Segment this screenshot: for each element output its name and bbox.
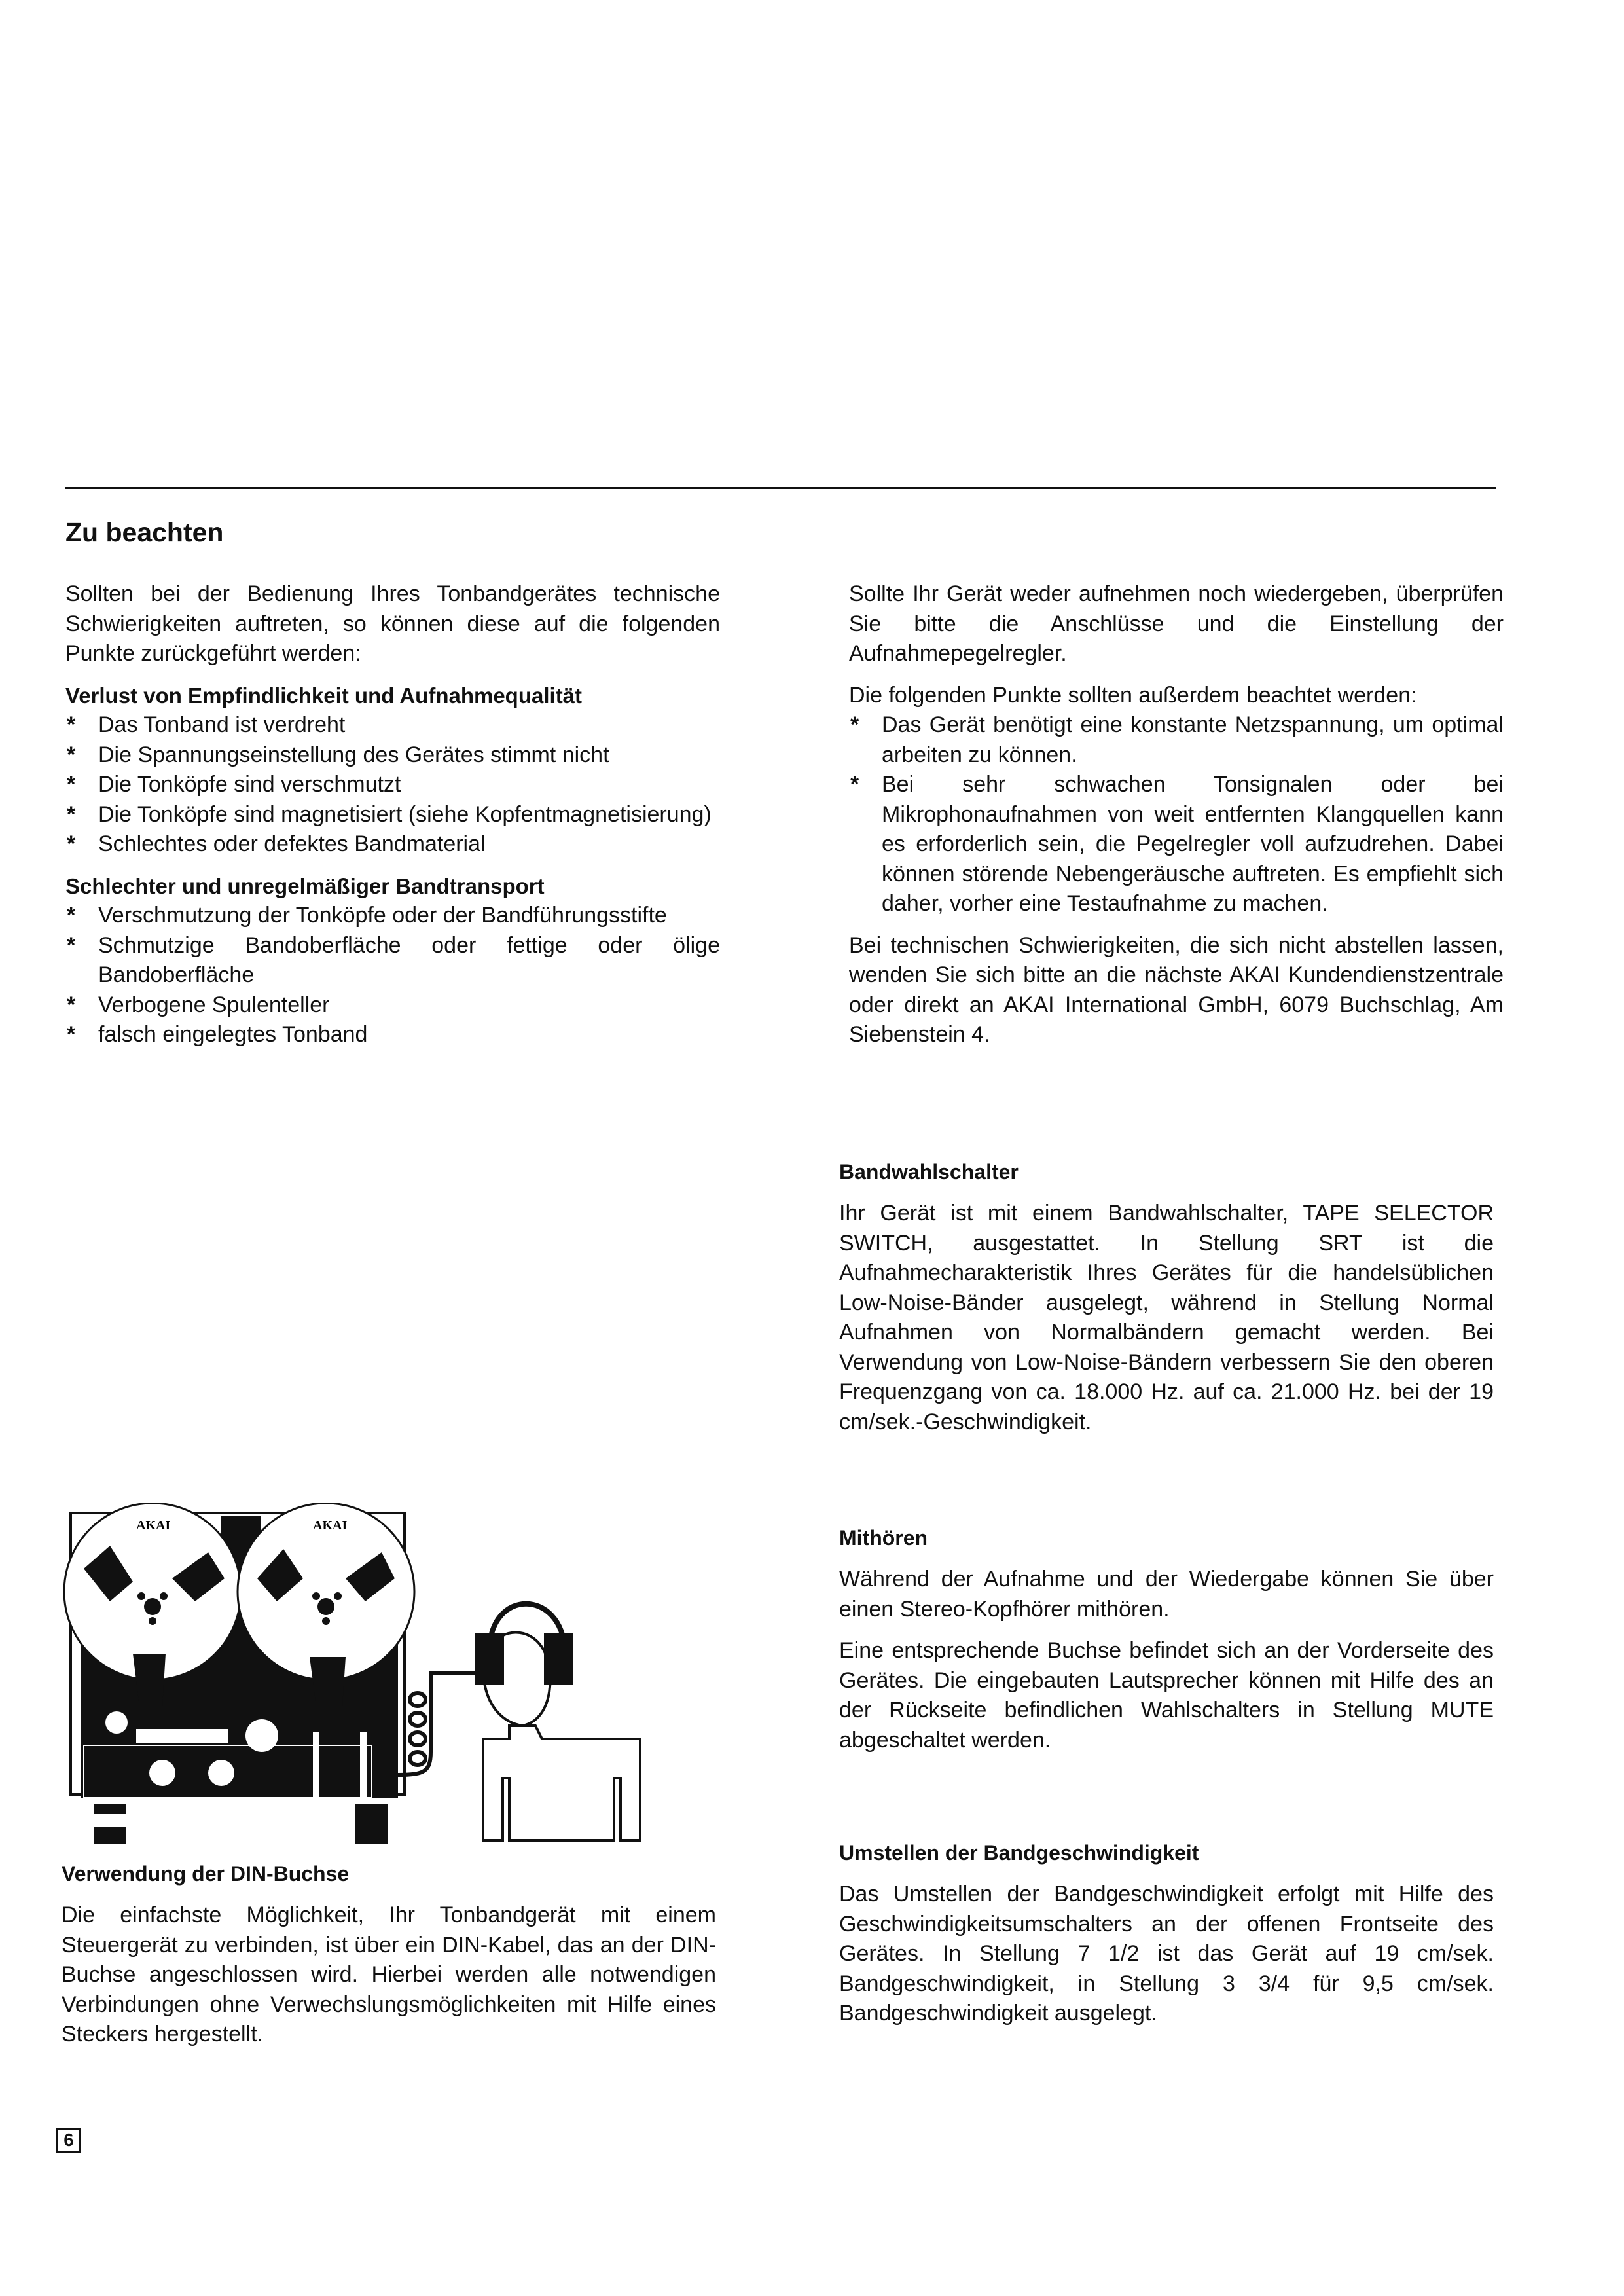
list-item: * Das Tonband ist verdreht — [65, 710, 720, 740]
reel-logo-right: AKAI — [313, 1518, 348, 1533]
list-item: * Die Tonköpfe sind magnetisiert (siehe Kopfentmagnetisierung) — [65, 800, 720, 830]
list-item: * falsch eingelegtes Tonband — [65, 1020, 720, 1050]
headphone-cable-icon — [398, 1673, 477, 1775]
horizontal-rule — [65, 487, 1496, 489]
paragraph: Die einfachste Möglichkeit, Ihr Tonbandgerät mit einem Steuergerät zu verbinden, ist über ein DIN-Kabel, das an der DIN-Buchse angeschlossen wird. Hierbei werden alle notwendigen Verbindungen ohne Verwechslungsmöglichkeiten mit Hilfe eines Steckers hergestellt. — [62, 1903, 716, 2047]
section-bandgeschwindigkeit — [839, 1838, 1494, 2041]
transport-list — [65, 901, 720, 1050]
section-heading-transport: Schlechter und unregelmäßiger Bandtransport — [65, 873, 545, 898]
paragraph: Die folgenden Punkte sollten außerdem beachtet werden: — [849, 682, 1417, 708]
paragraph: Während der Aufnahme und der Wiedergabe können Sie über einen Stereo-Kopfhörer mithören. — [839, 1567, 1494, 1622]
page-number: 6 — [56, 2128, 81, 2153]
section-heading: Bandwahlschalter — [839, 1160, 1019, 1184]
paragraph: Eine entsprechende Buchse befindet sich an der Vorderseite des Gerätes. Die eingebauten Lautsprecher können mit Hilfe des an der Rückseite befindlichen Wahlschalters in Stellung MUTE abgeschaltet werden. — [839, 1638, 1494, 1753]
section-heading: Verwendung der DIN-Buchse — [62, 1862, 350, 1886]
paragraph: Sollte Ihr Gerät weder aufnehmen noch wiedergeben, überprüfen Sie bitte die Anschlüsse und die Einstellung der Aufnahmepegelregler. — [849, 581, 1504, 666]
sensitivity-list — [65, 710, 720, 860]
tape-recorder-headphones-illustration — [58, 1503, 660, 1847]
section-mithoeren — [839, 1523, 1494, 1767]
section-heading: Umstellen der Bandgeschwindigkeit — [839, 1841, 1199, 1865]
intro-paragraph: Sollten bei der Bedienung Ihres Tonbandgerätes technische Schwierigkeiten auftreten, so können diese auf die folgenden Punkte zurückgeführt werden: — [65, 581, 720, 666]
list-item: * Schlechtes oder defektes Bandmaterial — [65, 829, 720, 860]
paragraph: Das Umstellen der Bandgeschwindigkeit erfolgt mit Hilfe des Geschwindigkeitsumschalters an der offenen Frontseite des Gerätes. In Stellung 7 1/2 ist das Gerät auf 19 cm/sek. Bandgeschwindigkeit, in Stellung 3 3/4 für 9,5 cm/sek. Bandgeschwindigkeit ausgelegt. — [839, 1882, 1494, 2026]
section-din-buchse — [62, 1859, 716, 2062]
list-item: * Die Spannungseinstellung des Gerätes stimmt nicht — [65, 740, 720, 771]
notes-list — [849, 710, 1504, 919]
service-paragraph: Bei technischen Schwierigkeiten, die sich nicht abstellen lassen, wenden Sie sich bitte an die nächste AKAI Kundendienstzentrale oder direkt an AKAI International GmbH, 6079 Buchschlag, Am Siebenstein 4. — [849, 932, 1504, 1047]
section-heading-sensitivity: Verlust von Empfindlichkeit und Aufnahmequalität — [65, 683, 583, 708]
list-item: * Bei sehr schwachen Tonsignalen oder bei Mikrophonaufnahmen von weit entfernten Klangquellen kann es erforderlich sein, die Pegelregler voll aufzudrehen. Dabei können störende Nebengeräusche auftreten. Es empfiehlt sich daher, vorher eine Testaufnahme zu machen. — [849, 770, 1504, 919]
list-item: * Verschmutzung der Tonköpfe oder der Bandführungsstifte — [65, 901, 720, 931]
page-title: Zu beachten — [65, 517, 224, 547]
list-item: * Schmutzige Bandoberfläche oder fettige oder ölige Bandoberfläche — [65, 931, 720, 991]
section-bandwahlschalter — [839, 1157, 1494, 1449]
list-item: * Das Gerät benötigt eine konstante Netzspannung, um optimal arbeiten zu können. — [849, 710, 1504, 770]
person-with-headphones-icon — [477, 1604, 640, 1840]
section-heading: Mithören — [839, 1526, 928, 1550]
list-item: * Die Tonköpfe sind verschmutzt — [65, 770, 720, 800]
reel-logo-left: AKAI — [136, 1518, 171, 1533]
paragraph: Ihr Gerät ist mit einem Bandwahlschalter, TAPE SELECTOR SWITCH, ausgestattet. In Stellung SRT ist die Aufnahmecharakteristik Ihres Gerätes für die handelsüblichen Low-Noise-Bänder ausgelegt, während in Stellung Normal Aufnahmen von Normalbändern gemacht werden. Bei Verwendung von Low-Noise-Bändern verbessern Sie den oberen Frequenzgang von ca. 18.000 Hz. auf ca. 21.000 Hz. bei der 19 cm/sek.-Geschwindigkeit. — [839, 1201, 1494, 1434]
troubleshooting-right-column — [849, 579, 1504, 1062]
troubleshooting-left-column — [65, 579, 720, 1062]
tape-recorder-icon — [64, 1503, 414, 1844]
list-item: * Verbogene Spulenteller — [65, 991, 720, 1021]
